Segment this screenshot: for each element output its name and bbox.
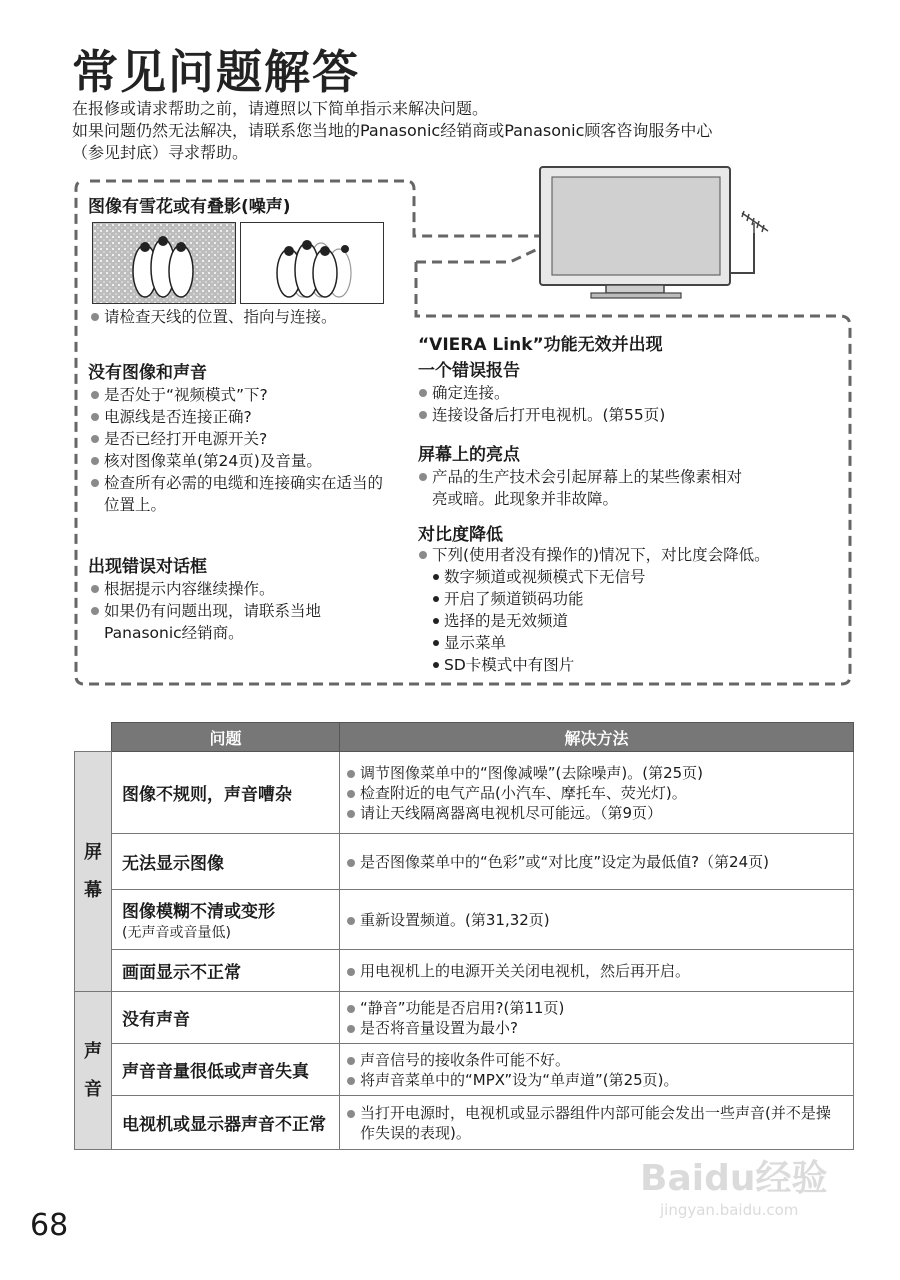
- contrast-sublist: [418, 566, 852, 676]
- header-blank: [75, 723, 112, 752]
- noisy-image-icon: [92, 222, 236, 304]
- list-item: SD卡模式中有图片: [432, 654, 852, 676]
- solution-cell: “静音”功能是否启用?(第11页) 是否将音量设置为最小?: [340, 992, 854, 1044]
- solution-cell: 重新设置频道。(第31,32页): [340, 890, 854, 950]
- list-item: 请检查天线的位置、指向与连接。: [90, 306, 410, 328]
- table-row: [75, 890, 854, 950]
- category-screen: 屏 幕: [75, 752, 112, 992]
- watermark: [640, 1150, 827, 1219]
- intro-line-1: 在报修或请求帮助之前，请遵照以下简单指示来解决问题。: [72, 99, 489, 118]
- list-item: 核对图像菜单(第24页)及音量。: [90, 450, 390, 472]
- solution-cell: 是否图像菜单中的“色彩”或“对比度”设定为最低值?（第24页): [340, 834, 854, 890]
- list-item: 检查所有必需的电缆和连接确实在适当的位置上。: [90, 472, 390, 516]
- problem-cell: 画面显示不正常: [112, 950, 340, 992]
- list-item: 电源线是否连接正确?: [90, 406, 390, 428]
- watermark-url: jingyan.baidu.com: [660, 1201, 799, 1219]
- list-item: 下列(使用者没有操作的)情况下，对比度会降低。: [418, 544, 850, 566]
- solution-cell: 当打开电源时，电视机或显示器组件内部可能会发出一些声音(并不是操作失误的表现)。: [340, 1096, 854, 1150]
- list-item: 是否已经打开电源开关?: [90, 428, 390, 450]
- list-item: 选择的是无效频道: [432, 610, 852, 632]
- header-problem: 问题: [112, 723, 340, 752]
- problem-cell: 图像模糊不清或变形 (无声音或音量低): [112, 890, 340, 950]
- list-item: 产品的生产技术会引起屏幕上的某些像素相对亮或暗。此现象并非故障。: [418, 466, 748, 510]
- problem-cell: 没有声音: [112, 992, 340, 1044]
- intro-line-3: （参见封底）寻求帮助。: [72, 143, 249, 162]
- problem-cell: 声音音量很低或声音失真: [112, 1044, 340, 1096]
- category-sound: 声 音: [75, 992, 112, 1150]
- table-row: [75, 1044, 854, 1096]
- bright-heading: 屏幕上的亮点: [418, 445, 520, 465]
- noise-list: [90, 306, 410, 328]
- viera-list: [418, 382, 838, 426]
- no-picture-list: [90, 384, 390, 516]
- no-picture-heading: 没有图像和声音: [88, 363, 207, 383]
- error-dialog-list: [90, 578, 390, 644]
- intro-line-2: 如果问题仍然无法解决，请联系您当地的Panasonic经销商或Panasonic顾客咨询服务中心: [72, 121, 713, 140]
- list-item: 如果仍有问题出现，请联系当地Panasonic经销商。: [90, 600, 390, 644]
- list-item: 根据提示内容继续操作。: [90, 578, 390, 600]
- page-number: 68: [30, 1208, 69, 1243]
- solution-cell: 用电视机上的电源开关关闭电视机，然后再开启。: [340, 950, 854, 992]
- table-row: [75, 752, 854, 834]
- table-header-row: [75, 723, 854, 752]
- problem-cell: 无法显示图像: [112, 834, 340, 890]
- problem-cell: 图像不规则，声音嘈杂: [112, 752, 340, 834]
- list-item: 数字频道或视频模式下无信号: [432, 566, 852, 588]
- tv-illustration-icon: [536, 163, 776, 303]
- list-item: 连接设备后打开电视机。(第55页): [418, 404, 838, 426]
- page-title: 常见问题解答: [72, 45, 360, 99]
- header-solution: 解决方法: [340, 723, 854, 752]
- table-row: [75, 950, 854, 992]
- table-row: [75, 992, 854, 1044]
- ghost-image-icon: [240, 222, 384, 304]
- solution-cell: 声音信号的接收条件可能不好。 将声音菜单中的“MPX”设为“单声道”(第25页)。: [340, 1044, 854, 1096]
- list-item: 显示菜单: [432, 632, 852, 654]
- noise-heading: 图像有雪花或有叠影(噪声): [88, 197, 291, 217]
- troubleshooting-table: [74, 722, 854, 1150]
- error-dialog-heading: 出现错误对话框: [88, 557, 207, 577]
- solution-cell: 调节图像菜单中的“图像减噪”(去除噪声)。(第25页) 检查附近的电气产品(小汽车、摩托车、荧光灯)。 请让天线隔离器离电视机尽可能远。（第9页）: [340, 752, 854, 834]
- problem-cell: 电视机或显示器声音不正常: [112, 1096, 340, 1150]
- bright-list: [418, 466, 748, 510]
- contrast-list: [418, 544, 850, 566]
- list-item: 确定连接。: [418, 382, 838, 404]
- table-row: [75, 834, 854, 890]
- list-item: 是否处于“视频模式”下?: [90, 384, 390, 406]
- contrast-heading: 对比度降低: [418, 525, 503, 545]
- list-item: 开启了频道锁码功能: [432, 588, 852, 610]
- viera-heading-1: “VIERA Link”功能无效并出现: [418, 335, 663, 355]
- watermark-brand: Baidu经验: [640, 1158, 828, 1199]
- viera-heading-2: 一个错误报告: [418, 361, 520, 381]
- table-row: [75, 1096, 854, 1150]
